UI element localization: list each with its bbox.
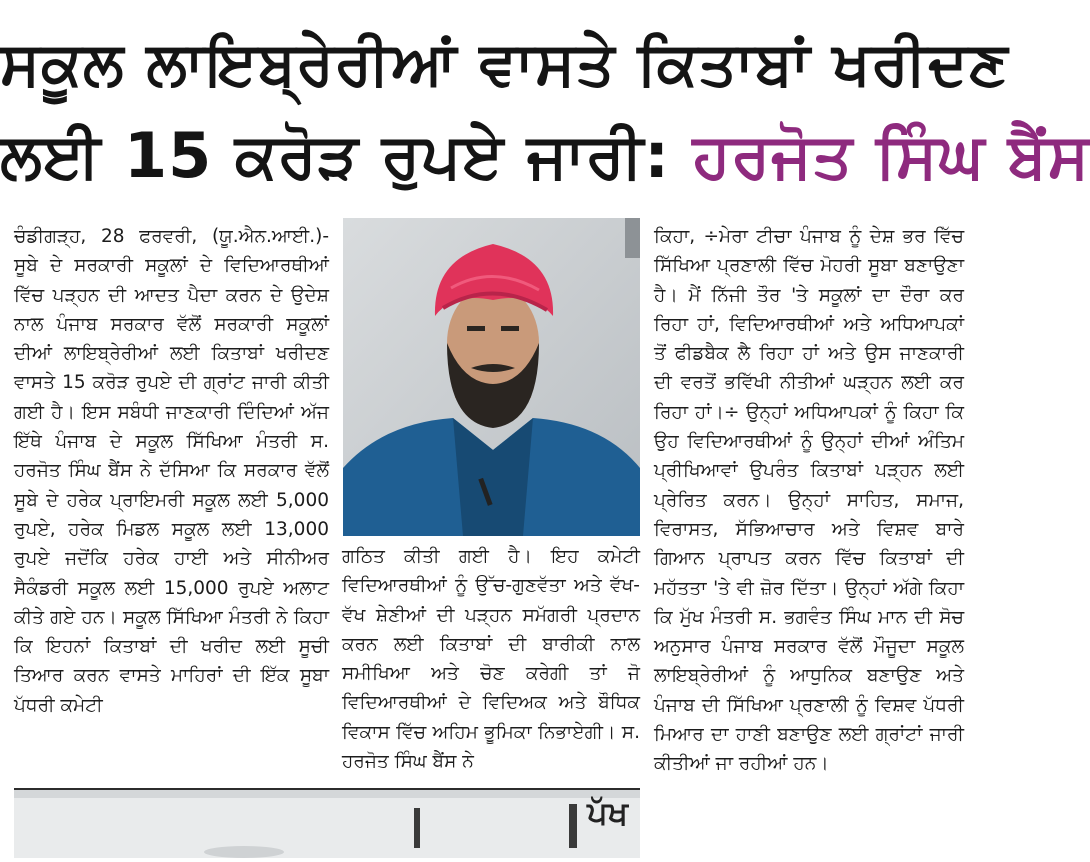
bottom-photo-caption-fragment: ਪੱਖ bbox=[587, 794, 628, 832]
headline-name-accent: ਹਰਜੋਤ ਸਿੰਘ ਬੈਂਸ bbox=[692, 119, 1090, 192]
minister-photo bbox=[343, 218, 640, 536]
headline-line-2 bbox=[0, 110, 1090, 202]
minister-portrait-illustration bbox=[343, 218, 640, 536]
bottom-photo-strip bbox=[14, 788, 640, 858]
bottom-photo-illustration bbox=[14, 790, 640, 858]
headline-prefix: ਲਈ 15 ਕਰੋੜ ਰੁਪਏ ਜਾਰੀ: bbox=[0, 119, 671, 192]
article-column-3: ਕਿਹਾ, ÷ਮੇਰਾ ਟੀਚਾ ਪੰਜਾਬ ਨੂੰ ਦੇਸ਼ ਭਰ ਵਿੱਚ ਸਿੱਖਿਆ ਪ੍ਰਣਾਲੀ ਵਿੱਚ ਮੋਹਰੀ ਸੂਬਾ ਬਣਾਉਣਾ ਹੈ। ਮੈਂ ਨਿੱਜੀ ਤੌਰ 'ਤੇ ਸਕੂਲਾਂ ਦਾ ਦੌਰਾ ਕਰ ਰਿਹਾ ਹਾਂ, ਵਿਦਿਆਰਥੀਆਂ ਅਤੇ ਅਧਿਆਪਕਾਂ ਤੋਂ ਫੀਡਬੈਕ ਲੈ ਰਿਹਾ ਹਾਂ ਅਤੇ ਉਸ ਜਾਣਕਾਰੀ ਦੀ ਵਰਤੋਂ ਭਵਿੱਖੀ ਨੀਤੀਆਂ ਘੜ੍ਹਨ ਲਈ ਕਰ ਰਿਹਾ ਹਾਂ।÷ ਉਨ੍ਹਾਂ ਅਧਿਆਪਕਾਂ ਨੂੰ ਕਿਹਾ ਕਿ ਉਹ ਵਿਦਿਆਰਥੀਆਂ ਨੂੰ ਉਨ੍ਹਾਂ ਦੀਆਂ ਅੰਤਿਮ ਪ੍ਰੀਖਿਆਵਾਂ ਉਪਰੰਤ ਕਿਤਾਬਾਂ ਪੜ੍ਹਨ ਲਈ ਪ੍ਰੇਰਿਤ ਕਰਨ। ਉਨ੍ਹਾਂ ਸਾਹਿਤ, ਸਮਾਜ, ਵਿਰਾਸਤ, ਸੱਭਿਆਚਾਰ ਅਤੇ ਵਿਸ਼ਵ ਬਾਰੇ ਗਿਆਨ ਪ੍ਰਾਪਤ ਕਰਨ ਵਿੱਚ ਕਿਤਾਬਾਂ ਦੀ ਮਹੱਤਤਾ 'ਤੇ ਵੀ ਜ਼ੋਰ ਦਿੱਤਾ। ਉਨ੍ਹਾਂ ਅੱਗੇ ਕਿਹਾ ਕਿ ਮੁੱਖ ਮੰਤਰੀ ਸ. ਭਗਵੰਤ ਸਿੰਘ ਮਾਨ ਦੀ ਸੋਚ ਅਨੁਸਾਰ ਪੰਜਾਬ ਸਰਕਾਰ ਵੱਲੋਂ ਮੌਜੂਦਾ ਸਕੂਲ ਲਾਇਬ੍ਰੇਰੀਆਂ ਨੂੰ ਆਧੁਨਿਕ ਬਣਾਉਣ ਅਤੇ ਪੰਜਾਬ ਦੀ ਸਿੱਖਿਆ ਪ੍ਰਣਾਲੀ ਨੂੰ ਵਿਸ਼ਵ ਪੱਧਰੀ ਮਿਆਰ ਦਾ ਹਾਣੀ ਬਣਾਉਣ ਲਈ ਗ੍ਰਾਂਟਾਂ ਜਾਰੀ ਕੀਤੀਆਂ ਜਾ ਰਹੀਆਂ ਹਨ। bbox=[654, 226, 964, 775]
headline-line-1: ਸਕੂਲ ਲਾਇਬ੍ਰੇਰੀਆਂ ਵਾਸਤੇ ਕਿਤਾਬਾਂ ਖਰੀਦਣ bbox=[0, 29, 1009, 99]
article-column-2: ਗਠਿਤ ਕੀਤੀ ਗਈ ਹੈ। ਇਹ ਕਮੇਟੀ ਵਿਦਿਆਰਥੀਆਂ ਨੂੰ ਉੱਚ-ਗੁਣਵੱਤਾ ਅਤੇ ਵੱਖ-ਵੱਖ ਸ਼ੇਣੀਆਂ ਦੀ ਪੜ੍ਹਨ ਸਮੱਗਰੀ ਪ੍ਰਦਾਨ ਕਰਨ ਲਈ ਕਿਤਾਬਾਂ ਦੀ ਬਾਰੀਕੀ ਨਾਲ ਸਮੀਖਿਆ ਅਤੇ ਚੋਣ ਕਰੇਗੀ ਤਾਂ ਜੋ ਵਿਦਿਆਰਥੀਆਂ ਦੇ ਵਿਦਿਅਕ ਅਤੇ ਬੌਧਿਕ ਵਿਕਾਸ ਵਿੱਚ ਅਹਿਮ ਭੂਮਿਕਾ ਨਿਭਾਏਗੀ। ਸ. ਹਰਜੋਤ ਸਿੰਘ ਬੈਂਸ ਨੇ bbox=[342, 546, 640, 773]
article-column-1: ਚੰਡੀਗੜ੍ਹ, 28 ਫਰਵਰੀ, (ਯੂ.ਐਨ.ਆਈ.)- ਸੂਬੇ ਦੇ ਸਰਕਾਰੀ ਸਕੂਲਾਂ ਦੇ ਵਿਦਿਆਰਥੀਆਂ ਵਿੱਚ ਪੜ੍ਹਨ ਦੀ ਆਦਤ ਪੈਦਾ ਕਰਨ ਦੇ ਉਦੇਸ਼ ਨਾਲ ਪੰਜਾਬ ਸਰਕਾਰ ਵੱਲੋਂ ਸਰਕਾਰੀ ਸਕੂਲਾਂ ਦੀਆਂ ਲਾਇਬ੍ਰੇਰੀਆਂ ਲਈ ਕਿਤਾਬਾਂ ਖਰੀਦਣ ਵਾਸਤੇ 15 ਕਰੋੜ ਰੁਪਏ ਦੀ ਗ੍ਰਾਂਟ ਜਾਰੀ ਕੀਤੀ ਗਈ ਹੈ। ਇਸ ਸਬੰਧੀ ਜਾਣਕਾਰੀ ਦਿੰਦਿਆਂ ਅੱਜ ਇੱਥੇ ਪੰਜਾਬ ਦੇ ਸਕੂਲ ਸਿੱਖਿਆ ਮੰਤਰੀ ਸ. ਹਰਜੋਤ ਸਿੰਘ ਬੈਂਸ ਨੇ ਦੱਸਿਆ ਕਿ ਸਰਕਾਰ ਵੱਲੋਂ ਸੂਬੇ ਦੇ ਹਰੇਕ ਪ੍ਰਾਇਮਰੀ ਸਕੂਲ ਲਈ 5,000 ਰੁਪਏ, ਹਰੇਕ ਮਿਡਲ ਸਕੂਲ ਲਈ 13,000 ਰੁਪਏ ਜਦੋਂਕਿ ਹਰੇਕ ਹਾਈ ਅਤੇ ਸੀਨੀਅਰ ਸੈਕੰਡਰੀ ਸਕੂਲ ਲਈ 15,000 ਰੁਪਏ ਅਲਾਟ ਕੀਤੇ ਗਏ ਹਨ। ਸਕੂਲ ਸਿੱਖਿਆ ਮੰਤਰੀ ਨੇ ਕਿਹਾ ਕਿ ਇਹਨਾਂ ਕਿਤਾਬਾਂ ਦੀ ਖਰੀਦ ਲਈ ਸੂਚੀ ਤਿਆਰ ਕਰਨ ਵਾਸਤੇ ਮਾਹਿਰਾਂ ਦੀ ਇੱਕ ਸੂਬਾ ਪੱਧਰੀ ਕਮੇਟੀ bbox=[14, 226, 329, 716]
